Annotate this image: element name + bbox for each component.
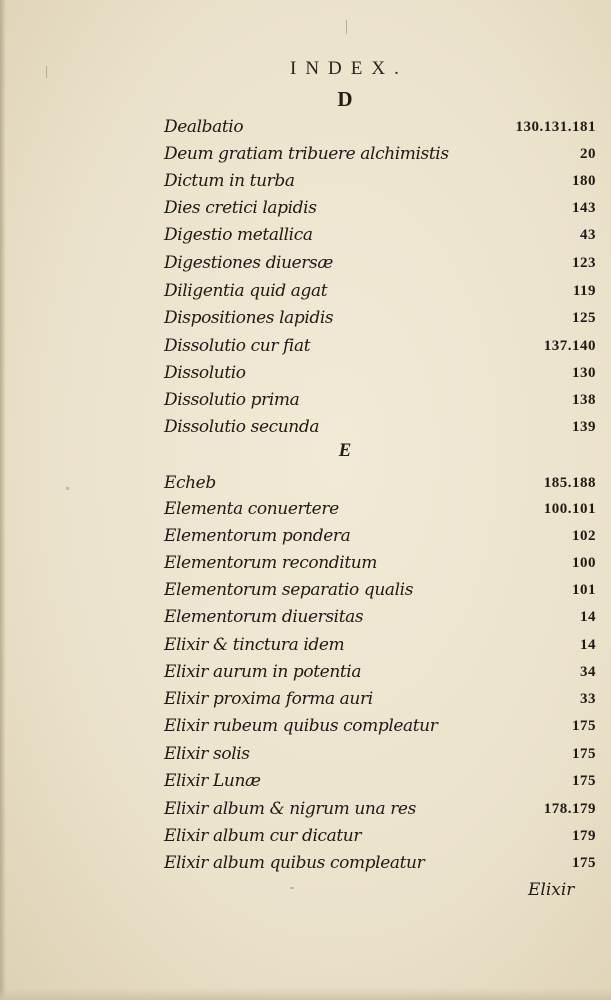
entry-term: Echeb (164, 473, 216, 493)
entry-term: Dispositiones lapidis (164, 308, 334, 328)
entry-pages: 34 (580, 664, 596, 680)
entry-pages: 100 (572, 555, 596, 571)
entry-pages: 185.188 (543, 475, 596, 491)
page-running-head: INDEX. (290, 58, 408, 79)
entry-term: Dissolutio cur fiat (164, 336, 311, 356)
page-bottom-edge-shadow (0, 988, 611, 1000)
entry-term: Digestio metallica (164, 225, 313, 245)
index-entry (158, 171, 596, 195)
entry-term: Elixir & tinctura idem (164, 635, 345, 655)
entry-term: Diligentia quid agat (164, 281, 328, 301)
entry-term: Dictum in turba (164, 171, 295, 191)
entry-pages: 125 (572, 310, 596, 326)
entry-pages: 139 (572, 419, 596, 435)
entry-pages: 143 (572, 200, 596, 216)
entry-pages: 179 (572, 828, 596, 844)
entry-pages: 138 (572, 392, 596, 408)
entry-term: Dissolutio (164, 363, 246, 383)
entry-pages: 175 (572, 746, 596, 762)
catchword: Elixir (528, 880, 575, 900)
index-entry (158, 417, 596, 441)
index-entry (158, 635, 596, 659)
page-left-edge-shadow (0, 0, 6, 1000)
entry-term: Elixir rubeum quibus compleatur (164, 716, 438, 736)
index-entry (158, 689, 596, 713)
entry-term: Deum gratiam tribuere alchimistis (164, 144, 449, 164)
index-entry (158, 499, 596, 523)
entry-term: Elixir album & nigrum una res (164, 799, 416, 819)
stray-mark (346, 20, 347, 34)
entry-pages: 102 (572, 528, 596, 544)
index-entry (158, 662, 596, 686)
index-entry (158, 580, 596, 604)
entry-term: Dissolutio secunda (164, 417, 320, 437)
stray-mark (66, 487, 69, 490)
entry-pages: 123 (572, 255, 596, 271)
entry-pages: 33 (580, 691, 596, 707)
entry-term: Elixir album quibus compleatur (164, 853, 425, 873)
entry-term: Elementorum pondera (164, 526, 351, 546)
entry-term: Dies cretici lapidis (164, 198, 317, 218)
index-entry (158, 526, 596, 550)
index-entry (158, 607, 596, 631)
index-entry (158, 716, 596, 740)
entry-term: Elementorum reconditum (164, 553, 378, 573)
entry-pages: 180 (572, 173, 596, 189)
entry-pages: 130 (572, 365, 596, 381)
entry-term: Elixir aurum in potentia (164, 662, 362, 682)
index-entry (158, 799, 596, 823)
index-entry (158, 553, 596, 577)
entry-term: Dissolutio prima (164, 390, 300, 410)
index-entry (158, 390, 596, 414)
index-entry (158, 225, 596, 249)
index-entry (158, 198, 596, 222)
stray-mark (46, 66, 47, 78)
index-entry (158, 826, 596, 850)
entry-pages: 101 (572, 582, 596, 598)
entry-pages: 14 (580, 609, 596, 625)
entry-pages: 20 (580, 146, 596, 162)
entry-term: Elixir album cur dicatur (164, 826, 362, 846)
entry-term: Digestiones diuersæ (164, 253, 333, 273)
index-entry (158, 473, 596, 497)
entry-term: Elementorum separatio qualis (164, 580, 414, 600)
entry-pages: 175 (572, 855, 596, 871)
entry-pages: 130.131.181 (515, 119, 596, 135)
index-entry (158, 117, 596, 141)
entry-term: Elixir proxima forma auri (164, 689, 373, 709)
index-entry (158, 281, 596, 305)
entry-pages: 43 (580, 227, 596, 243)
entry-pages: 119 (572, 283, 596, 299)
entry-term: Elementa conuertere (164, 499, 339, 519)
section-letter-e: E (338, 440, 352, 461)
index-entry (158, 744, 596, 768)
entry-pages: 175 (572, 773, 596, 789)
index-entry (158, 336, 596, 360)
section-letter-d: D (337, 87, 353, 111)
entry-pages: 178.179 (543, 801, 596, 817)
index-entry (158, 144, 596, 168)
index-entry (158, 308, 596, 332)
entry-term: Dealbatio (164, 117, 244, 137)
index-entry (158, 253, 596, 277)
entry-term: Elixir Lunæ (164, 771, 261, 791)
stray-mark (290, 887, 294, 889)
entry-pages: 137.140 (543, 338, 596, 354)
entry-term: Elixir solis (164, 744, 250, 764)
index-entry (158, 853, 596, 877)
entry-pages: 14 (580, 637, 596, 653)
index-entry (158, 771, 596, 795)
entry-pages: 175 (572, 718, 596, 734)
index-entry (158, 363, 596, 387)
entry-pages: 100.101 (543, 501, 596, 517)
entry-term: Elementorum diuersitas (164, 607, 364, 627)
